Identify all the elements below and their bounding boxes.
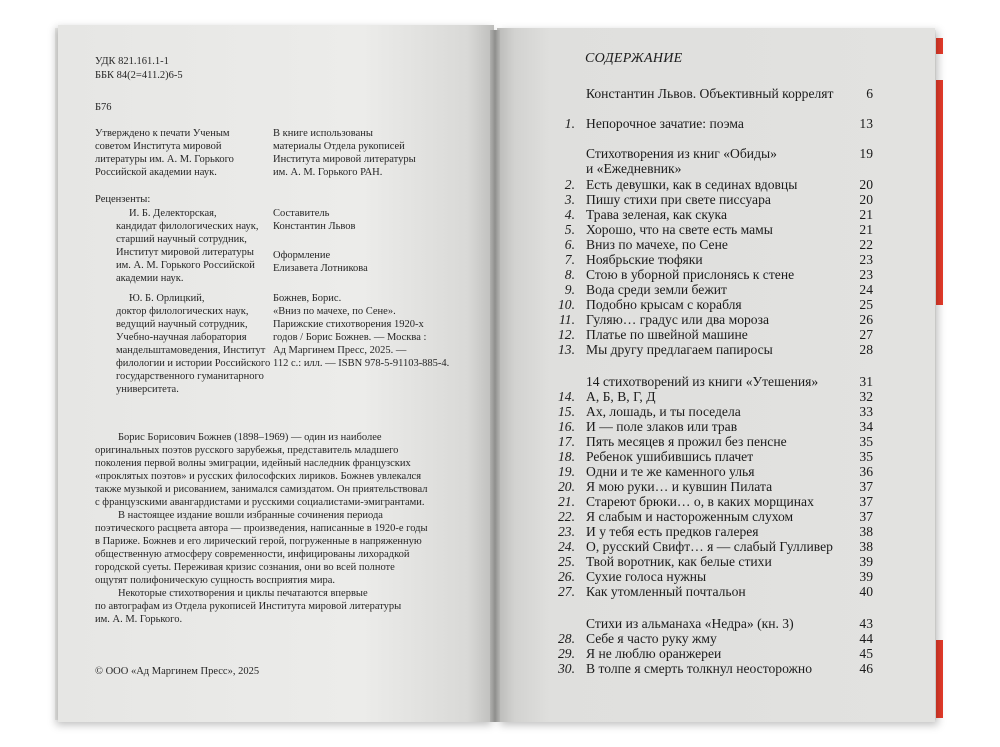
reviewer2-line: Учебно-научная лаборатория (116, 332, 247, 343)
reviewer2-line: филологии и истории Российского (116, 358, 271, 369)
annotation-line: также музыкой и рисованием, занимался самиздатом. Он приятельствовал (95, 484, 428, 495)
entry-number: 17. (558, 434, 575, 449)
catalog-line: «Вниз по мачехе, по Сене». (273, 306, 396, 317)
entry-number: 6. (564, 237, 575, 252)
approval-line: советом Института мировой (95, 141, 222, 152)
entry-page-number: 45 (859, 646, 873, 661)
entry-number: 22. (558, 509, 575, 524)
entry-title: Одни и те же каменного улья (586, 464, 755, 479)
entry-title: Мы другу предлагаем папиросы (586, 342, 773, 357)
entry-number: 30. (558, 661, 575, 676)
reviewer1-line: им. А. М. Горького Российской (116, 260, 255, 271)
catalog-line: годов / Борис Божнев. — Москва : (273, 332, 427, 343)
entry-title: Есть девушки, как в сединах вдовцы (586, 177, 798, 192)
entry-number: 24. (558, 539, 575, 554)
entry-title: А, Б, В, Г, Д (586, 389, 656, 404)
entry-title: Себе я часто руку жму (586, 631, 717, 646)
annotation-line: городской суеты. Переживая кризис сознания, они во всей полноте (95, 562, 395, 573)
author-mark: Б76 (95, 102, 112, 113)
entry-page-number: 37 (859, 494, 873, 509)
catalog-line: Божнев, Борис. (273, 293, 342, 304)
book-spine (490, 30, 500, 722)
entry-page-number: 37 (859, 479, 873, 494)
entry-title: Я не люблю оранжереи (586, 646, 722, 661)
entry-title: Вода среди земли бежит (586, 282, 727, 297)
entry-page-number: 25 (859, 297, 873, 312)
entry-title: и «Ежедневник» (586, 161, 682, 176)
materials-line: В книге использованы (273, 128, 373, 139)
reviewer1-line: академии наук. (116, 273, 184, 284)
entry-number: 15. (558, 404, 575, 419)
annotation-line: поколения первой волны эмиграции, идейный наследник французских (95, 458, 411, 469)
udk-code: УДК 821.161.1-1 (95, 56, 169, 67)
entry-number: 1. (564, 116, 575, 131)
reviewer2-line: государственного гуманитарного (116, 371, 264, 382)
entry-page-number: 43 (859, 616, 873, 631)
entry-page-number: 23 (859, 252, 873, 267)
entry-page-number: 27 (859, 327, 873, 342)
reviewers-label: Рецензенты: (95, 194, 151, 205)
entry-number: 8. (564, 267, 575, 282)
entry-page-number: 44 (859, 631, 873, 646)
entry-page-number: 38 (859, 524, 873, 539)
entry-page-number: 32 (859, 389, 873, 404)
entry-title: Твой воротник, как белые стихи (586, 554, 772, 569)
annotation-line: поэтического расцвета автора — произведения, написанные в 1920-е годы (95, 523, 428, 534)
entry-page-number: 40 (859, 584, 873, 599)
annotation-line: в Париже. Божнев и его лирический герой, погруженные в напряженную (95, 536, 422, 547)
entry-number: 14. (558, 389, 575, 404)
entry-page-number: 37 (859, 509, 873, 524)
annotation-line: В настоящее издание вошли избранные сочинения периода (118, 510, 383, 521)
entry-title: Я мою руки… и кувшин Пилата (586, 479, 773, 494)
annotation-line: им. А. М. Горького. (95, 614, 183, 625)
catalog-line: Парижские стихотворения 1920-х (273, 319, 424, 330)
contents-heading: СОДЕРЖАНИЕ (585, 51, 683, 66)
entry-number: 5. (564, 222, 575, 237)
entry-title: Подобно крысам с корабля (586, 297, 742, 312)
entry-number: 11. (559, 312, 575, 327)
entry-number: 23. (558, 524, 575, 539)
compiler-label: Составитель (273, 208, 330, 219)
entry-page-number: 33 (859, 404, 873, 419)
entry-page-number: 6 (866, 86, 873, 101)
entry-title: Вниз по мачехе, по Сене (586, 237, 728, 252)
reviewer1-line: И. Б. Делекторская, (129, 208, 217, 219)
entry-title: Стареют брюки… о, в каких морщинах (586, 494, 814, 509)
copyright: © ООО «Ад Маргинем Пресс», 2025 (95, 666, 260, 677)
entry-title: Ах, лошадь, и ты поседела (586, 404, 741, 419)
designer-name: Елизавета Лотникова (273, 263, 368, 274)
entry-title: Хорошо, что на свете есть мамы (586, 222, 773, 237)
reviewer1-line: старший научный сотрудник, (116, 234, 247, 245)
entry-number: 27. (558, 584, 575, 599)
entry-title: Как утомленный почтальон (586, 584, 746, 599)
entry-page-number: 39 (859, 554, 873, 569)
entry-title: Трава зеленая, как скука (586, 207, 727, 222)
entry-page-number: 38 (859, 539, 873, 554)
entry-number: 2. (564, 177, 575, 192)
entry-title: 14 стихотворений из книги «Утешения» (586, 374, 819, 389)
reviewer2-line: ведущий научный сотрудник, (116, 319, 248, 330)
entry-title: Непорочное зачатие: поэма (586, 116, 744, 131)
entry-page-number: 35 (859, 434, 873, 449)
entry-title: О, русский Свифт… я — слабый Гулливер (586, 539, 833, 554)
annotation-line: Некоторые стихотворения и циклы печатаются впервые (118, 588, 368, 599)
entry-number: 4. (564, 207, 575, 222)
reviewer2-line: доктор филологических наук, (116, 306, 249, 317)
entry-page-number: 35 (859, 449, 873, 464)
entry-page-number: 13 (859, 116, 873, 131)
entry-page-number: 28 (859, 342, 873, 357)
entry-title: Ноябрьские тюфяки (586, 252, 703, 267)
entry-page-number: 22 (859, 237, 873, 252)
entry-title: Я слабым и настороженным слухом (586, 509, 794, 524)
entry-title: Сухие голоса нужны (586, 569, 707, 584)
entry-number: 21. (558, 494, 575, 509)
entry-title: Константин Львов. Объективный коррелят (586, 86, 834, 101)
entry-page-number: 39 (859, 569, 873, 584)
entry-number: 7. (564, 252, 575, 267)
entry-page-number: 23 (859, 267, 873, 282)
entry-number: 26. (558, 569, 575, 584)
entry-page-number: 34 (859, 419, 873, 434)
materials-line: Института мировой литературы (273, 154, 416, 165)
materials-line: им. А. М. Горького РАН. (273, 167, 383, 178)
entry-page-number: 20 (859, 177, 873, 192)
entry-page-number: 31 (859, 374, 873, 389)
reviewer2-line: мандельштамоведения, Институт (116, 345, 266, 356)
entry-title: В толпе я смерть толкнул неосторожно (586, 661, 812, 676)
entry-page-number: 21 (859, 222, 873, 237)
entry-title: Ребенок ушибившись плачет (586, 449, 754, 464)
entry-number: 16. (558, 419, 575, 434)
design-label: Оформление (273, 250, 331, 261)
reviewer1-line: кандидат филологических наук, (116, 221, 259, 232)
materials-line: материалы Отдела рукописей (273, 141, 405, 152)
entry-title: Стихи из альманаха «Недра» (кн. 3) (586, 616, 794, 631)
annotation-line: оригинальных поэтов русского зарубежья, представитель младшего (95, 445, 399, 456)
entry-title: Гуляю… градус или два мороза (586, 312, 769, 327)
entry-title: Стою в уборной прислонясь к стене (586, 267, 795, 282)
reviewer2-line: Ю. Б. Орлицкий, (129, 293, 205, 304)
entry-page-number: 24 (859, 282, 873, 297)
entry-title: Пять месяцев я прожил без пенсне (586, 434, 787, 449)
entry-number: 19. (558, 464, 575, 479)
entry-number: 13. (558, 342, 575, 357)
reviewer2-line: университета. (116, 384, 179, 395)
entry-title: Пишу стихи при свете писсуара (586, 192, 771, 207)
entry-number: 10. (558, 297, 575, 312)
entry-page-number: 19 (859, 146, 873, 161)
entry-title: И — поле злаков или трав (586, 419, 738, 434)
bbk-code: ББК 84(2=411.2)6-5 (95, 70, 183, 81)
entry-number: 20. (558, 479, 575, 494)
annotation-line: Борис Борисович Божнев (1898–1969) — один из наиболее (118, 432, 382, 443)
entry-number: 12. (558, 327, 575, 342)
approval-line: Российской академии наук. (95, 167, 217, 178)
annotation-line: с французскими авангардистами и русскими социалистами-эмигрантами. (95, 497, 425, 508)
approval-line: литературы им. А. М. Горького (95, 154, 234, 165)
approval-line: Утверждено к печати Ученым (95, 128, 230, 139)
compiler-name: Константин Львов (273, 221, 356, 232)
entry-page-number: 46 (859, 661, 873, 676)
entry-number: 3. (564, 192, 575, 207)
annotation-line: по автографам из Отдела рукописей Института мировой литературы (95, 601, 402, 612)
annotation-line: ощутят полифоническую сущность восприятия мира. (95, 575, 335, 586)
entry-title: Стихотворения из книг «Обиды» (586, 146, 777, 161)
catalog-line: 112 с.: илл. — ISBN 978-5-91103-885-4. (273, 358, 450, 369)
entry-title: Платье по швейной машине (586, 327, 748, 342)
entry-number: 29. (558, 646, 575, 661)
entry-page-number: 20 (859, 192, 873, 207)
entry-number: 28. (558, 631, 575, 646)
annotation-line: «проклятых поэтов» и русских философских лириков. Божнев увлекался (95, 471, 422, 482)
entry-number: 9. (564, 282, 575, 297)
entry-number: 18. (558, 449, 575, 464)
entry-page-number: 21 (859, 207, 873, 222)
entry-page-number: 26 (859, 312, 873, 327)
catalog-line: Ад Маргинем Пресс, 2025. — (273, 345, 407, 356)
reviewer1-line: Институт мировой литературы (116, 247, 254, 258)
entry-number: 25. (558, 554, 575, 569)
entry-title: И у тебя есть предков галерея (586, 524, 759, 539)
annotation-line: общественную атмосферу современности, инфицированы лихорадкой (95, 549, 410, 560)
entry-page-number: 36 (859, 464, 873, 479)
